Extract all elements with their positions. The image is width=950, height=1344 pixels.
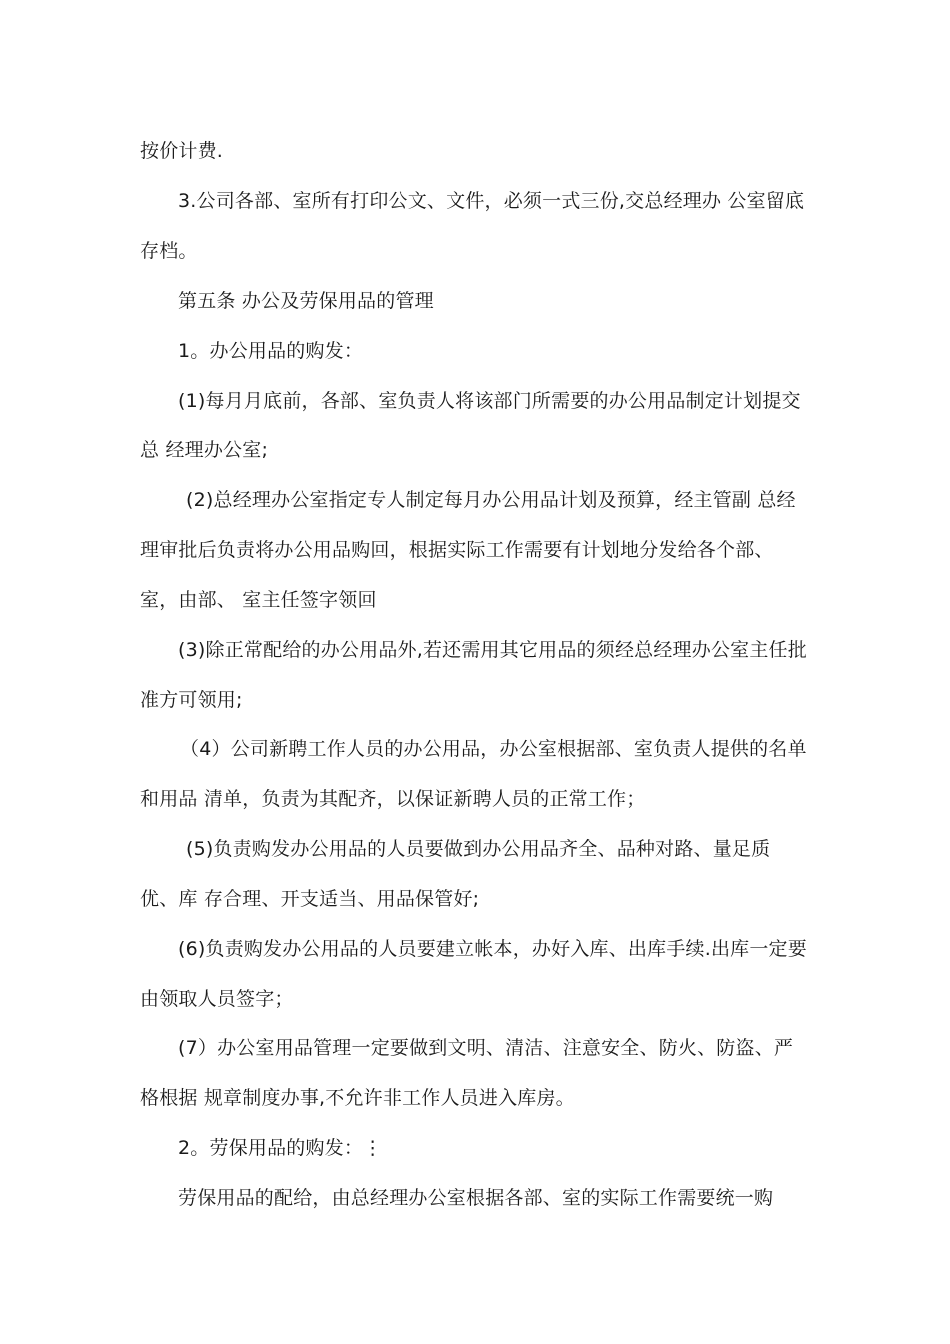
paragraph-line: 由领取人员签字； — [140, 988, 294, 1010]
paragraph-line: 按价计费. — [140, 140, 224, 162]
paragraph-line: (1)每月月底前，各部、室负责人将该部门所需要的办公用品制定计划提交 — [178, 390, 801, 412]
paragraph-line: （4）公司新聘工作人员的办公用品，办公室根据部、室负责人提供的名单 — [180, 738, 807, 760]
paragraph-line: 格根据 规章制度办事,不允许非工作人员进入库房。 — [140, 1087, 575, 1109]
paragraph-line: 优、库 存合理、开支适当、用品保管好; — [140, 888, 480, 910]
paragraph-line: 准方可领用; — [140, 689, 243, 711]
section-heading: 第五条 办公及劳保用品的管理 — [178, 290, 434, 312]
paragraph-line: (2)总经理办公室指定专人制定每月办公用品计划及预算，经主管副 总经 — [186, 489, 796, 511]
paragraph-line: 和用品 清单，负责为其配齐，以保证新聘人员的正常工作； — [140, 788, 646, 810]
paragraph-line: (7）办公室用品管理一定要做到文明、清洁、注意安全、防火、防盗、严 — [178, 1037, 794, 1059]
paragraph-line: (5)负责购发办公用品的人员要做到办公用品齐全、品种对路、量足质 — [186, 838, 771, 860]
paragraph-line: 室，由部、 室主任签字领回 — [140, 589, 377, 611]
subsection-heading: 1。办公用品的购发： — [178, 340, 364, 362]
paragraph-line: (6)负责购发办公用品的人员要建立帐本，办好入库、出库手续.出库一定要 — [178, 938, 807, 960]
paragraph-line: (3)除正常配给的办公用品外,若还需用其它用品的须经总经理办公室主任批 — [178, 639, 807, 661]
paragraph-line: 3.公司各部、室所有打印公文、文件，必须一式三份,交总经理办 公室留底 — [178, 190, 805, 212]
paragraph-line: 理审批后负责将办公用品购回，根据实际工作需要有计划地分发给各个部、 — [140, 539, 774, 561]
paragraph-line: 劳保用品的配给，由总经理办公室根据各部、室的实际工作需要统一购 — [178, 1187, 774, 1209]
subsection-heading: 2。劳保用品的购发：⋮ — [178, 1137, 383, 1159]
paragraph-line: 存档。 — [140, 240, 198, 262]
paragraph-line: 总 经理办公室; — [140, 439, 269, 461]
